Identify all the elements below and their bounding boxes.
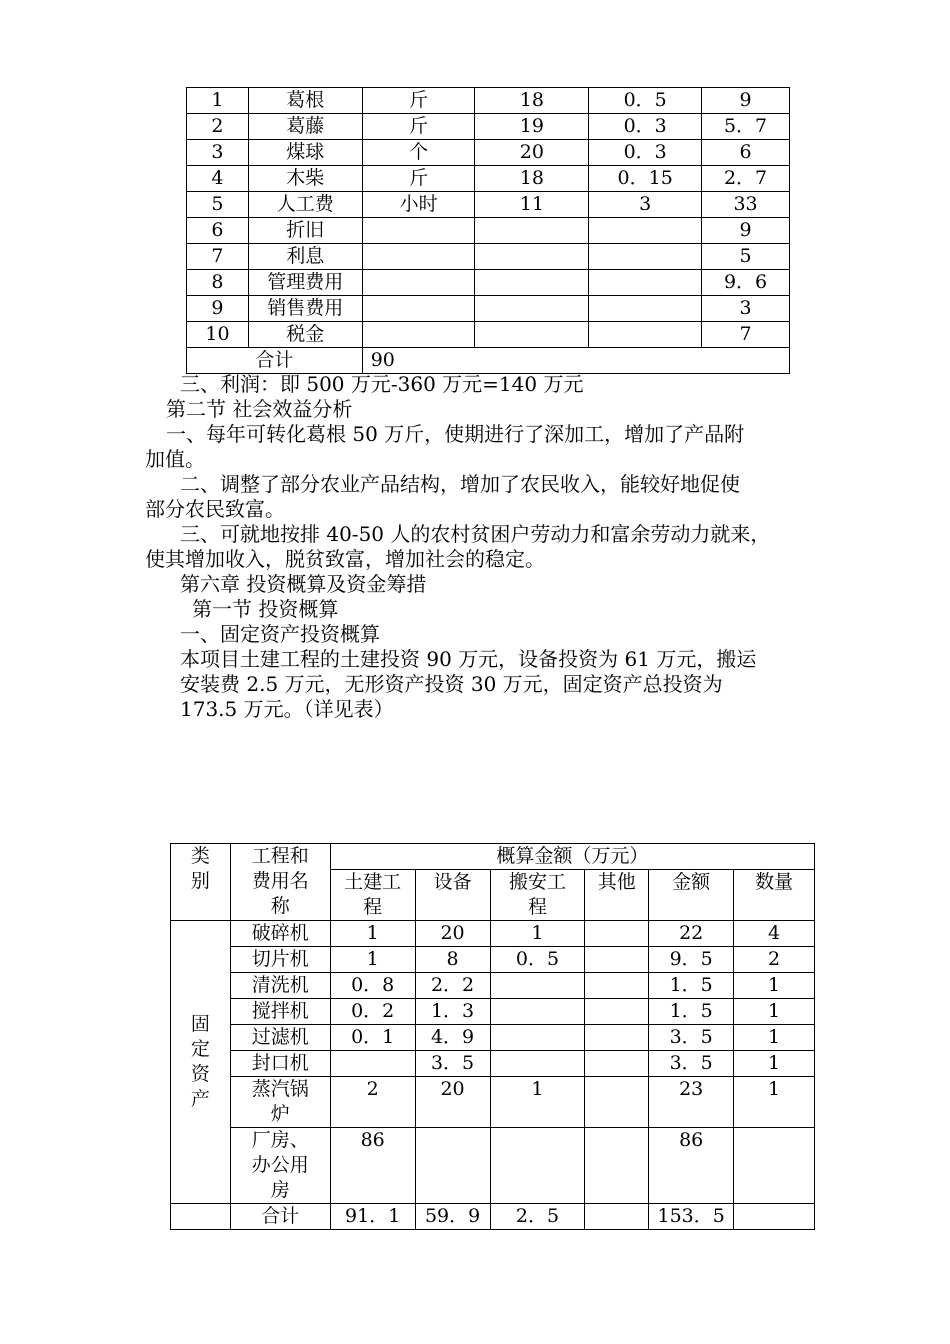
table-row [171,1077,815,1128]
row-index-cell: 3 [187,140,249,166]
header-install: 搬安工程 [490,870,585,921]
paragraph-3-line1: 三、可就地按排 40-50 人的农村贫困户劳动力和富余劳动力就来， [180,522,771,546]
table-row [171,973,815,999]
chapter6-title: 第六章 投资概算及资金筹措 [180,572,427,596]
equipment-cell: 4．9 [415,1025,490,1051]
equipment-cell: 3．5 [415,1051,490,1077]
body-line1: 本项目土建工程的土建投资 90 万元，设备投资为 61 万元，搬运 [180,647,757,671]
amount-cell: 22 [649,921,734,947]
unit-price-cell: 0．5 [589,88,702,114]
header-item-name: 工程和费用名称 [230,844,330,921]
table-row [187,244,790,270]
row-index-cell: 1 [187,88,249,114]
amount-cell: 6 [702,140,790,166]
equipment-cell: 20 [415,1077,490,1128]
header-amount-group: 概算金额（万元） [330,844,814,870]
category-cell: 固定资产 [171,921,231,1204]
amount-cell: 5．7 [702,114,790,140]
body-line3: 173.5 万元。（详见表） [180,697,394,721]
install-cell: 1 [490,1077,585,1128]
other-cell [585,1025,649,1051]
quantity-cell: 1 [734,1051,815,1077]
header-equipment: 设备 [415,870,490,921]
quantity-cell: 20 [475,140,589,166]
install-cell: 0．5 [490,947,585,973]
other-cell [585,999,649,1025]
header-civil: 土建工程 [330,870,415,921]
other-cell [585,1051,649,1077]
unit-cell: 个 [362,140,475,166]
civil-cell: 1 [330,947,415,973]
amount-cell: 33 [702,192,790,218]
item-name-cell: 税金 [248,322,362,348]
table-row [187,218,790,244]
row-index-cell: 10 [187,322,249,348]
install-cell [490,1051,585,1077]
table-row [187,114,790,140]
unit-cell [362,270,475,296]
table-row [187,166,790,192]
total-value: 90 [362,348,789,374]
total-install-cell: 2．5 [490,1204,585,1230]
table-row [171,1025,815,1051]
paragraph-2-line2: 部分农民致富。 [145,497,285,521]
civil-cell: 86 [330,1128,415,1204]
unit-price-cell [589,244,702,270]
install-cell [490,1128,585,1204]
table-row [187,296,790,322]
quantity-cell [475,244,589,270]
item-name-cell: 人工费 [248,192,362,218]
equipment-cell: 8 [415,947,490,973]
quantity-cell: 1 [734,1077,815,1128]
table-row [171,947,815,973]
fixed-asset-title: 一、固定资产投资概算 [180,622,380,646]
other-cell [585,973,649,999]
quantity-cell: 18 [475,88,589,114]
item-name-cell: 管理费用 [248,270,362,296]
amount-cell: 2．7 [702,166,790,192]
unit-cell: 斤 [362,114,475,140]
total-category-cell [171,1204,231,1230]
section1-title: 第一节 投资概算 [192,597,339,621]
paragraph-2-line1: 二、调整了部分农业产品结构，增加了农民收入，能较好地促使 [180,472,740,496]
item-name-cell: 葛藤 [248,114,362,140]
table-row [171,999,815,1025]
body-line2: 安装费 2.5 万元，无形资产投资 30 万元，固定资产总投资为 [180,672,723,696]
table-row [187,322,790,348]
unit-cell [362,218,475,244]
amount-cell: 9 [702,218,790,244]
quantity-cell: 4 [734,921,815,947]
quantity-cell: 2 [734,947,815,973]
amount-cell: 7 [702,322,790,348]
other-cell [585,1128,649,1204]
item-name-cell: 折旧 [248,218,362,244]
unit-cell: 小时 [362,192,475,218]
quantity-cell: 11 [475,192,589,218]
amount-cell: 86 [649,1128,734,1204]
equipment-cell: 20 [415,921,490,947]
table-row [171,1128,815,1204]
total-item-name-cell: 合计 [230,1204,330,1230]
install-cell [490,999,585,1025]
item-name-cell: 封口机 [230,1051,330,1077]
amount-cell: 9．6 [702,270,790,296]
item-name-cell: 切片机 [230,947,330,973]
quantity-cell [734,1128,815,1204]
profit-line: 三、利润：即 500 万元-360 万元=140 万元 [180,372,584,396]
row-index-cell: 9 [187,296,249,322]
total-other-cell [585,1204,649,1230]
amount-cell: 9 [702,88,790,114]
quantity-cell: 1 [734,999,815,1025]
row-index-cell: 5 [187,192,249,218]
unit-price-cell [589,296,702,322]
unit-price-cell: 0．3 [589,140,702,166]
total-row [187,348,790,374]
table-row [187,88,790,114]
row-index-cell: 6 [187,218,249,244]
section2-title: 第二节 社会效益分析 [166,397,353,421]
quantity-cell [475,296,589,322]
other-cell [585,921,649,947]
header-amount: 金额 [649,870,734,921]
other-cell [585,1077,649,1128]
header-category: 类别 [171,844,231,921]
quantity-cell: 1 [734,973,815,999]
unit-price-cell: 0．3 [589,114,702,140]
item-name-cell: 厂房、办公用房 [230,1128,330,1204]
table-row [187,140,790,166]
other-cell [585,947,649,973]
quantity-cell: 19 [475,114,589,140]
item-name-cell: 清洗机 [230,973,330,999]
item-name-cell: 葛根 [248,88,362,114]
quantity-cell [475,270,589,296]
total-label: 合计 [187,348,363,374]
row-index-cell: 2 [187,114,249,140]
install-cell: 1 [490,921,585,947]
unit-cell: 斤 [362,88,475,114]
unit-price-cell [589,270,702,296]
unit-cell: 斤 [362,166,475,192]
equipment-cell: 2．2 [415,973,490,999]
row-index-cell: 8 [187,270,249,296]
total-quantity-cell [734,1204,815,1230]
amount-cell: 5 [702,244,790,270]
total-row [171,1204,815,1230]
civil-cell: 2 [330,1077,415,1128]
civil-cell: 0．8 [330,973,415,999]
unit-cell [362,244,475,270]
table-row [187,270,790,296]
row-index-cell: 7 [187,244,249,270]
amount-cell: 23 [649,1077,734,1128]
quantity-cell [475,322,589,348]
unit-price-cell [589,322,702,348]
install-cell [490,973,585,999]
paragraph-1-line2: 加值。 [145,447,205,471]
unit-cell [362,296,475,322]
header-other: 其他 [585,870,649,921]
unit-price-cell: 3 [589,192,702,218]
unit-cell [362,322,475,348]
civil-cell: 0．1 [330,1025,415,1051]
amount-cell: 1．5 [649,973,734,999]
paragraph-3-line2: 使其增加收入，脱贫致富，增加社会的稳定。 [145,547,545,571]
quantity-cell [475,218,589,244]
unit-price-cell [589,218,702,244]
item-name-cell: 蒸汽锅炉 [230,1077,330,1128]
equipment-cell: 1．3 [415,999,490,1025]
item-name-cell: 煤球 [248,140,362,166]
amount-cell: 9．5 [649,947,734,973]
civil-cell [330,1051,415,1077]
quantity-cell: 18 [475,166,589,192]
amount-cell: 3．5 [649,1025,734,1051]
total-amount-cell: 153．5 [649,1204,734,1230]
amount-cell: 3．5 [649,1051,734,1077]
total-civil-cell: 91．1 [330,1204,415,1230]
amount-cell: 3 [702,296,790,322]
table-row [171,1051,815,1077]
equipment-cell [415,1128,490,1204]
paragraph-1-line1: 一、每年可转化葛根 50 万斤，使期进行了深加工，增加了产品附 [166,422,745,446]
table-row [171,921,815,947]
item-name-cell: 过滤机 [230,1025,330,1051]
total-equipment-cell: 59．9 [415,1204,490,1230]
item-name-cell: 销售费用 [248,296,362,322]
civil-cell: 0．2 [330,999,415,1025]
investment-table [170,843,815,1230]
item-name-cell: 搅拌机 [230,999,330,1025]
install-cell [490,1025,585,1051]
unit-price-cell: 0．15 [589,166,702,192]
table-row [187,192,790,218]
amount-cell: 1．5 [649,999,734,1025]
header-quantity: 数量 [734,870,815,921]
item-name-cell: 利息 [248,244,362,270]
item-name-cell: 木柴 [248,166,362,192]
row-index-cell: 4 [187,166,249,192]
civil-cell: 1 [330,921,415,947]
item-name-cell: 破碎机 [230,921,330,947]
cost-table [186,87,790,374]
quantity-cell: 1 [734,1025,815,1051]
